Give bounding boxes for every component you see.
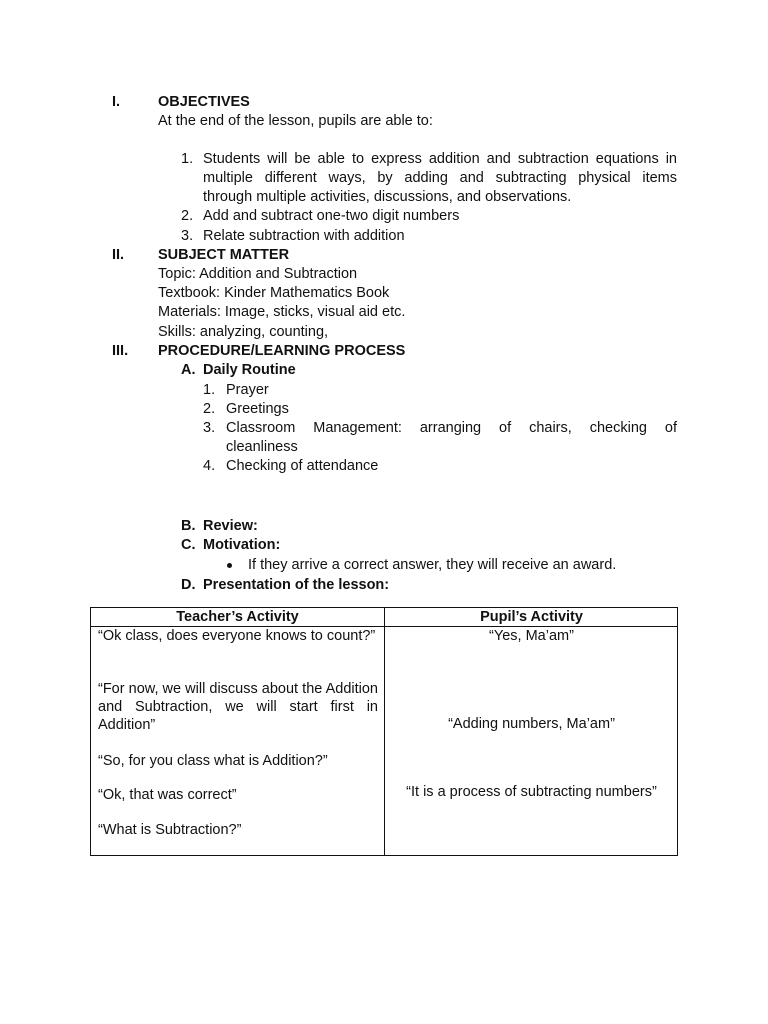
section-numeral-2: II. [112,247,125,263]
bullet-icon [227,563,232,568]
activity-table [90,607,678,856]
routine-item-line: cleanliness [226,439,298,455]
section-numeral-1: I. [112,94,121,110]
section-heading-subject-matter: SUBJECT MATTER [158,247,290,263]
objective-text: Add and subtract one-two digit numbers [203,208,460,224]
objective-text-line: through multiple activities, discussions, and observations. [203,189,572,205]
subject-skills: Skills: analyzing, counting, [158,324,329,340]
teacher-line: “Ok class, does everyone knows to count?” [98,628,376,644]
subsection-letter: C. [181,537,196,553]
pupil-line: “Adding numbers, Ma’am” [448,716,615,732]
teacher-line: “What is Subtraction?” [98,822,242,838]
subsection-presentation: Presentation of the lesson: [203,577,390,593]
pupil-line: “It is a process of subtracting numbers” [406,784,657,800]
routine-number: 2. [203,401,216,417]
teacher-line: “So, for you class what is Addition?” [98,753,328,769]
routine-number: 4. [203,458,216,474]
routine-item: Prayer [226,382,269,398]
routine-item-line: Classroom Management: arranging of chairs, checking of [226,420,677,436]
routine-item: Greetings [226,401,289,417]
objective-text-line: Students will be able to express addition and subtraction equations in [203,151,677,167]
teacher-line: “Ok, that was correct” [98,787,237,803]
section-heading-objectives: OBJECTIVES [158,94,250,110]
objective-text: Relate subtraction with addition [203,228,405,244]
objectives-intro: At the end of the lesson, pupils are able to: [158,113,433,129]
teacher-line: “For now, we will discuss about the Addition and Subtraction, we will start first in Addition” [98,681,378,733]
routine-number: 3. [203,420,216,436]
subject-topic: Topic: Addition and Subtraction [158,266,358,282]
subject-materials: Materials: Image, sticks, visual aid etc. [158,304,406,320]
routine-item: Checking of attendance [226,458,379,474]
subsection-letter: B. [181,518,196,534]
objective-number: 3. [181,228,194,244]
routine-number: 1. [203,382,216,398]
section-heading-procedure: PROCEDURE/LEARNING PROCESS [158,343,406,359]
teacher-activity-header: Teacher’s Activity [176,609,299,625]
objective-number: 1. [181,151,194,167]
subject-textbook: Textbook: Kinder Mathematics Book [158,285,390,301]
section-numeral-3: III. [112,343,129,359]
subsection-letter: D. [181,577,196,593]
subsection-motivation: Motivation: [203,537,281,553]
subsection-letter: A. [181,362,196,378]
objective-text-line: multiple different ways, by adding and subtracting physical items [203,170,677,186]
pupil-line: “Yes, Ma’am” [489,628,574,644]
pupil-activity-header: Pupil’s Activity [480,609,583,625]
objective-number: 2. [181,208,194,224]
subsection-daily-routine: Daily Routine [203,362,296,378]
subsection-review: Review: [203,518,258,534]
motivation-bullet-text: If they arrive a correct answer, they will receive an award. [248,557,617,573]
